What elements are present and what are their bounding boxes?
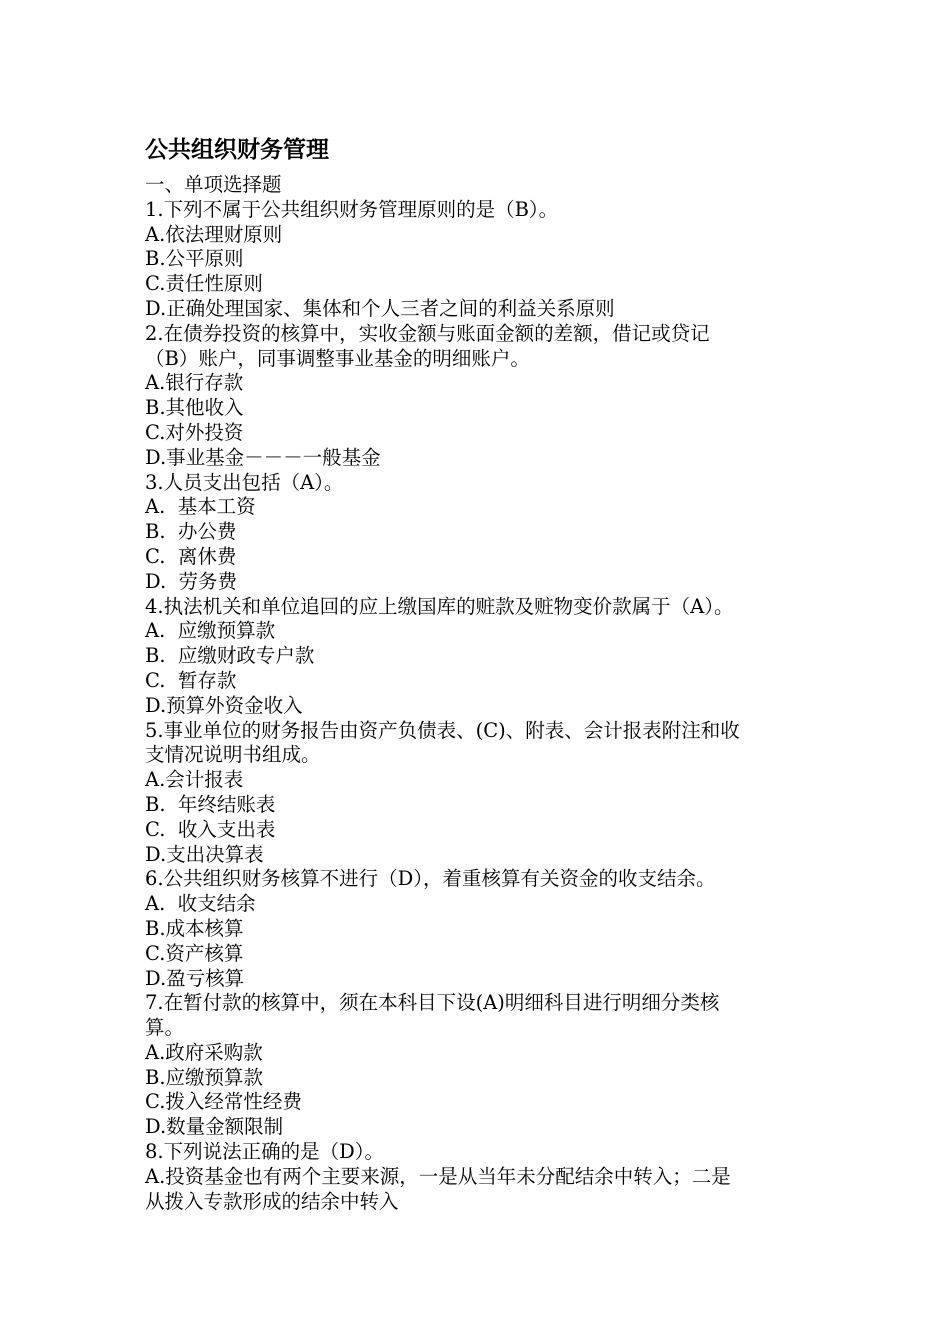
text-line: B.应缴预算款 xyxy=(145,1065,264,1089)
text-line: C.责任性原则 xyxy=(145,272,263,296)
text-line: 支情况说明书组成。 xyxy=(145,743,321,767)
text-line: C.拨入经常性经费 xyxy=(145,1090,302,1114)
document-page xyxy=(145,131,815,1214)
text-line: A.投资基金也有两个主要来源，一是从当年未分配结余中转入；二是 xyxy=(145,1164,731,1188)
text-line: B. 办公费 xyxy=(145,520,237,544)
text-line: D.预算外资金收入 xyxy=(145,693,303,717)
text-line: C.对外投资 xyxy=(145,420,244,444)
text-line: D.正确处理国家、集体和个人三者之间的利益关系原则 xyxy=(145,296,615,320)
text-line: 从拨入专款形成的结余中转入 xyxy=(145,1189,399,1213)
text-line: 5.事业单位的财务报告由资产负债表、(C)、附表、会计报表附注和收 xyxy=(145,718,740,742)
text-line: A. 基本工资 xyxy=(145,495,256,519)
text-line: A.银行存款 xyxy=(145,371,244,395)
text-line: 3.人员支出包括（A）。 xyxy=(145,470,344,494)
text-line: 8.下列说法正确的是（D）。 xyxy=(145,1140,384,1164)
text-line: C. 暂存款 xyxy=(145,668,237,692)
text-line: B. 应缴财政专户款 xyxy=(145,644,315,668)
text-line: 6.公共组织财务核算不进行（D），着重核算有关资金的收支结余。 xyxy=(145,867,716,891)
text-line: B. 年终结账表 xyxy=(145,792,276,816)
text-line: B.公平原则 xyxy=(145,247,244,271)
text-line: B.其他收入 xyxy=(145,396,244,420)
text-line: D.事业基金－－－一般基金 xyxy=(145,445,381,469)
document-title: 公共组织财务管理 xyxy=(145,137,329,163)
text-line: A.依法理财原则 xyxy=(145,222,283,246)
text-line: D.盈亏核算 xyxy=(145,966,245,990)
text-line: 4.执法机关和单位追回的应上缴国库的赃款及赃物变价款属于（A）。 xyxy=(145,594,734,618)
text-line: A.政府采购款 xyxy=(145,1040,263,1064)
document-body xyxy=(145,173,815,1214)
text-line: C.资产核算 xyxy=(145,941,244,965)
text-line: A.会计报表 xyxy=(145,768,244,792)
text-line: （B）账户，同事调整事业基金的明细账户。 xyxy=(145,346,530,370)
text-line: D. 劳务费 xyxy=(145,569,238,593)
text-line: C. 收入支出表 xyxy=(145,817,276,841)
text-line: 一、单项选择题 xyxy=(145,173,282,196)
text-line: 1.下列不属于公共组织财务管理原则的是（B）。 xyxy=(145,197,559,221)
text-line: 7.在暂付款的核算中，须在本科目下设(A)明细科目进行明细分类核 xyxy=(145,991,720,1015)
text-line: B.成本核算 xyxy=(145,916,244,940)
text-line: A. 收支结余 xyxy=(145,892,256,916)
text-line: A. 应缴预算款 xyxy=(145,619,276,643)
text-line: 2.在债券投资的核算中，实收金额与账面金额的差额，借记或贷记 xyxy=(145,321,710,345)
text-line: C. 离休费 xyxy=(145,544,237,568)
text-line: 算。 xyxy=(145,1016,185,1040)
text-line: D.支出决算表 xyxy=(145,842,264,866)
text-line: D.数量金额限制 xyxy=(145,1115,284,1139)
